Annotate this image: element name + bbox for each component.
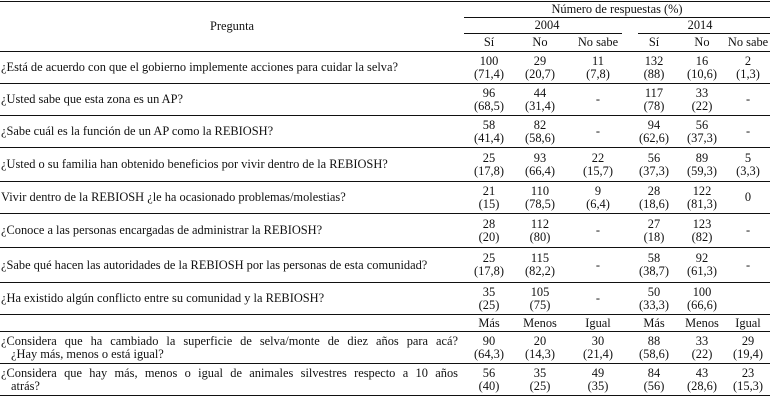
table-row	[0, 182, 770, 214]
table-row	[0, 364, 770, 396]
value-cell: 56 (37,3)	[678, 116, 726, 148]
value-cell: 84 (56)	[630, 364, 678, 396]
table-row	[0, 248, 770, 283]
question-cell: ¿Considera que hay más, menos o igual de animales silvestres respecto a 10 años atrás?	[0, 364, 464, 396]
value-cell: 132 (88)	[630, 52, 678, 84]
header-2004-nosabe: No sabe	[577, 35, 619, 49]
value-cell: 44 (31,4)	[514, 84, 566, 116]
question-cell: ¿Usted o su familia han obtenido beneficios por vivir dentro de la REBIOSH?	[0, 148, 464, 182]
table-row	[0, 52, 770, 84]
table-row	[0, 148, 770, 182]
value-cell: 90 (64,3)	[464, 332, 514, 364]
value-cell: 110 (78,5)	[514, 182, 566, 214]
header-2004-no: No	[532, 35, 548, 49]
header-2014-menos: Menos	[678, 315, 726, 332]
value-cell: -	[566, 283, 630, 315]
value-cell: 0	[726, 182, 770, 214]
value-cell: 82 (58,6)	[514, 116, 566, 148]
question-cell: Vivir dentro de la REBIOSH ¿le ha ocasionado problemas/molestias?	[0, 182, 464, 214]
header-group-label: Número de respuestas (%)	[551, 1, 683, 16]
value-cell: 100 (66,6)	[678, 283, 726, 315]
header-2004-igual: Igual	[566, 315, 630, 332]
value-cell: 16 (10,6)	[678, 52, 726, 84]
value-cell: 35 (25)	[464, 283, 514, 315]
value-cell: 11 (7,8)	[566, 52, 630, 84]
value-cell: 58 (41,4)	[464, 116, 514, 148]
value-cell: 105 (75)	[514, 283, 566, 315]
question-cell: ¿Está de acuerdo con que el gobierno implemente acciones para cuidar la selva?	[0, 52, 464, 84]
header-2014-nosabe: No sabe	[727, 35, 769, 49]
table-row	[0, 283, 770, 315]
value-cell: 122 (81,3)	[678, 182, 726, 214]
table-row	[0, 116, 770, 148]
value-cell: -	[726, 214, 770, 248]
value-cell: 2 (1,3)	[726, 52, 770, 84]
value-cell: 96 (68,5)	[464, 84, 514, 116]
value-cell: 28 (18,6)	[630, 182, 678, 214]
table-row	[0, 332, 770, 364]
value-cell: 21 (15)	[464, 182, 514, 214]
header-2004-si: Sí	[483, 35, 495, 49]
value-cell: -	[566, 248, 630, 283]
value-cell: -	[726, 248, 770, 283]
value-cell: -	[566, 84, 630, 116]
value-cell: -	[726, 116, 770, 148]
value-cell: 123 (82)	[678, 214, 726, 248]
sub-header-blank	[0, 315, 464, 332]
value-cell: 58 (38,7)	[630, 248, 678, 283]
value-cell: 94 (62,6)	[630, 116, 678, 148]
value-cell: 28 (20)	[464, 214, 514, 248]
sub-header-row	[0, 315, 770, 332]
value-cell: 92 (61,3)	[678, 248, 726, 283]
question-cell: ¿Usted sabe que esta zona es un AP?	[0, 84, 464, 116]
value-cell: 49 (35)	[566, 364, 630, 396]
value-cell: -	[726, 84, 770, 116]
header-2014-si: Sí	[648, 35, 660, 49]
value-cell: 27 (18)	[630, 214, 678, 248]
value-cell: 25 (17,8)	[464, 148, 514, 182]
value-cell: 29 (19,4)	[726, 332, 770, 364]
value-cell: 33 (22)	[678, 332, 726, 364]
value-cell: -	[566, 214, 630, 248]
table-row	[0, 84, 770, 116]
header-2014-no: No	[694, 35, 710, 49]
question-cell: ¿Considera que ha cambiado la superficie de selva/monte de diez años para acá? ¿Hay más, menos o está igual?	[0, 332, 464, 364]
question-cell: ¿Conoce a las personas encargadas de administrar la REBIOSH?	[0, 214, 464, 248]
header-year-2004: 2004	[464, 18, 630, 34]
value-cell: 30 (21,4)	[566, 332, 630, 364]
value-cell: 20 (14,3)	[514, 332, 566, 364]
header-numero-respuestas	[464, 2, 770, 19]
header-2004-menos: Menos	[514, 315, 566, 332]
value-cell: 115 (82,2)	[514, 248, 566, 283]
value-cell: 88 (58,6)	[630, 332, 678, 364]
value-cell: 93 (66,4)	[514, 148, 566, 182]
question-cell: ¿Sabe cuál es la función de un AP como la REBIOSH?	[0, 116, 464, 148]
value-cell: 33 (22)	[678, 84, 726, 116]
value-cell: 50 (33,3)	[630, 283, 678, 315]
value-cell: 112 (80)	[514, 214, 566, 248]
value-cell: 9 (6,4)	[566, 182, 630, 214]
value-cell: 25 (17,8)	[464, 248, 514, 283]
value-cell: 56 (37,3)	[630, 148, 678, 182]
value-cell: 100 (71,4)	[464, 52, 514, 84]
value-cell: 35 (25)	[514, 364, 566, 396]
survey-responses-table	[0, 1, 770, 396]
value-cell: 56 (40)	[464, 364, 514, 396]
table-row	[0, 214, 770, 248]
value-cell: -	[566, 116, 630, 148]
question-cell: ¿Ha existido algún conflicto entre su comunidad y la REBIOSH?	[0, 283, 464, 315]
header-pregunta: Pregunta	[0, 2, 464, 52]
header-2014-igual: Igual	[726, 315, 770, 332]
value-cell: 5 (3,3)	[726, 148, 770, 182]
value-cell: 23 (15,3)	[726, 364, 770, 396]
value-cell: 117 (78)	[630, 84, 678, 116]
value-cell: 43 (28,6)	[678, 364, 726, 396]
value-cell: 22 (15,7)	[566, 148, 630, 182]
header-year-2014: 2014	[630, 18, 770, 34]
header-2004-mas: Más	[464, 315, 514, 332]
value-cell: 29 (20,7)	[514, 52, 566, 84]
question-cell: ¿Sabe qué hacen las autoridades de la REBIOSH por las personas de esta comunidad?	[0, 248, 464, 283]
header-2014-mas: Más	[630, 315, 678, 332]
value-cell	[726, 283, 770, 315]
value-cell: 89 (59,3)	[678, 148, 726, 182]
